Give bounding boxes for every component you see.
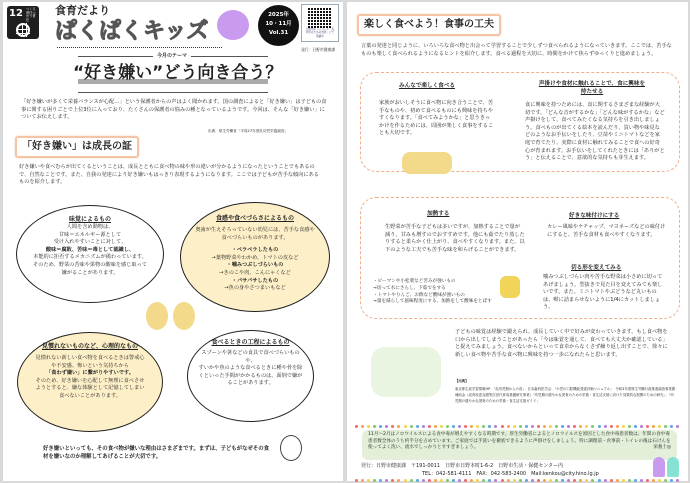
- dot: [537, 425, 540, 428]
- dot: [416, 425, 419, 428]
- dot: [373, 425, 376, 428]
- dot: [440, 425, 443, 428]
- dot: [494, 425, 497, 428]
- dot: [422, 425, 425, 428]
- left-page: [3, 2, 343, 481]
- dot: [567, 425, 570, 428]
- dot: [470, 479, 473, 482]
- dot: [585, 425, 588, 428]
- publisher: 発行：日野市健康課: [301, 47, 336, 52]
- bubble-line: スプーンや箸などの食具で食べづらいものや、: [201, 350, 300, 364]
- footer-address: 発行：日野市健康課 〒191-0011 日野市日野本町1-6-2 日野市生活・保健センター内: [361, 463, 564, 469]
- dot: [555, 479, 558, 482]
- taste-text: 子どもの味覚は経験で鍛えられ、成長していく中で好みが変わっていきます。もし食べ物を口から出してしまうことがあったら「今は味覚を通して、食べても大丈夫か確認している」と捉えてみましょう。食べないからといって食卓からなくさず繰り返し出すことで、徐々に新しい食べ物や苦手な食べ物に興味を持つ一歩になれたらと思います。: [455, 329, 668, 358]
- dot: [525, 425, 528, 428]
- dot: [622, 425, 625, 428]
- dot: [579, 479, 582, 482]
- theme-label: 今月のテーマ: [153, 53, 191, 59]
- intro-text: 「好き嫌いが多くて栄養バランスが心配…」という保護者からの声はよく聞かれます。国の調査によると「好き嫌い」は子どもの食事に関する困りごとで上位3位に入っており、たくさんの保護者の悩みの種となっているようです。今回は、そんな「好き嫌い」についてお伝えします。: [21, 99, 327, 121]
- sdg-text: つくる責任つかう責任: [26, 7, 36, 22]
- tip-title: みんなで楽しく食べる: [399, 83, 455, 89]
- newsletter-logo: ぱくぱくキッズ: [55, 19, 209, 44]
- dot: [519, 425, 522, 428]
- tip-text: カレー風味やケチャップ、マヨネーズなどの味付けにすると、苦手な食材も食べやすくなります。: [547, 224, 666, 238]
- bubble-line: すいかや魚のような食べるときに種や骨を除くといった手間がかかるものは、面倒で嫌がることがあります。: [198, 365, 303, 387]
- dot: [379, 479, 382, 482]
- dotted-border: [355, 425, 680, 428]
- dot: [446, 479, 449, 482]
- dot: [616, 479, 619, 482]
- bubble-line: →葉物野菜やわかめ、トマトの皮など: [211, 254, 299, 261]
- dot: [652, 425, 655, 428]
- dotted-border: [355, 479, 680, 482]
- dot: [458, 479, 461, 482]
- dot: [519, 479, 522, 482]
- dot: [404, 479, 407, 482]
- logo-arrow-line: [57, 47, 222, 48]
- dot: [501, 479, 504, 482]
- bubble-title: 食べるときの工程によるもの: [211, 339, 290, 346]
- tip-text: 噛みつぶしづらい肉や苦手な野菜は小さめに切ってあげましょう。型抜きで見た目を変えてみても楽しいです。また、ミニトマトやぶどうなど丸いものは、喉に詰まらせないように1/4にカットしましょう。: [543, 274, 663, 311]
- dot: [476, 479, 479, 482]
- notice-box: [362, 430, 677, 460]
- dot: [543, 425, 546, 428]
- section-heading-growth: 「好き嫌い」は成長の証: [15, 136, 139, 158]
- sdg-badge: [7, 6, 39, 39]
- tip-title: 好きな味付けにする: [569, 213, 620, 219]
- dot: [640, 479, 643, 482]
- tip-title: 声掛けや食材に触れることで、食に興味を持たせる: [538, 81, 646, 95]
- dot: [385, 479, 388, 482]
- tip-title: 切る形を変えてみる: [571, 265, 622, 271]
- bubble-process: [187, 330, 314, 422]
- growth-text: 好き嫌いや食べむらが出てくるということは、成長とともに食べ物の味や形の違いが分かるようになったということでもあるので、自然なことです。また、自我の発達により好き嫌いもはっきり表現するようになります。ここでは子どもが苦手な傾向にあるものを紹介します。: [19, 164, 319, 186]
- dot: [464, 425, 467, 428]
- dot: [507, 479, 510, 482]
- teal-mascot: [667, 457, 679, 477]
- bell-pepper-illustration: [500, 276, 520, 298]
- qr-caption: 日野市ホームページ「乳幼児のための食育」にて掲載中: [305, 28, 335, 38]
- dot: [561, 425, 564, 428]
- dot: [664, 479, 667, 482]
- tip-text: 家族がおいしそうに食べ物に向き合うことで、苦手なものや、初めて食べるものにも興味を持ちやすくなります。「食べてみようかな」と思うきっかけを作るためには、周囲が楽しく食事をすることも大切です。: [379, 100, 494, 137]
- dot: [397, 479, 400, 482]
- dot: [367, 479, 370, 482]
- dot: [488, 479, 491, 482]
- dot: [355, 479, 358, 482]
- dot: [355, 425, 358, 428]
- bubble-line: 甘味＝エネルギー源として: [58, 231, 122, 238]
- dot: [482, 479, 485, 482]
- dot: [361, 479, 364, 482]
- qr-code[interactable]: [301, 4, 339, 42]
- bubble-line: →魚の身やさつまいもなど: [224, 285, 286, 292]
- dot: [446, 425, 449, 428]
- dot: [501, 425, 504, 428]
- dot: [646, 425, 649, 428]
- sdg-number: 12: [9, 8, 23, 19]
- dot: [507, 425, 510, 428]
- dot: [652, 479, 655, 482]
- footer-contact: TEL：042-581-4111 FAX：042-583-2400 Mail:kenkou@city.hino.lg.jp: [422, 471, 599, 477]
- dot: [404, 425, 407, 428]
- dot: [640, 425, 643, 428]
- dot: [531, 479, 534, 482]
- tip-text: 生野菜が苦手な子どもは多いですが、加熱することで量が減り、甘みも増すのでおすすめです。他にも茹でたり蒸したりすると柔らかく仕上がり、食べやすくなります。また、以下のような工夫でも苦手な味を和らげることができます。: [385, 224, 525, 253]
- sources-label: 【出典】: [455, 379, 469, 383]
- issue-volume: Vol.31: [268, 30, 289, 36]
- bubble-line: 酸味＝腐敗、苦味＝毒として認識し、: [45, 246, 135, 253]
- dot: [361, 425, 364, 428]
- family-cooking-illustration: [402, 152, 452, 174]
- bullet-item: →量を減らして風味程度にする、加熱をして酸味をとばす: [373, 299, 492, 305]
- dot: [573, 425, 576, 428]
- page-title: “好き嫌い”どう向き合う？: [73, 63, 283, 83]
- tip-title: 加熱する: [427, 211, 450, 217]
- dot: [525, 479, 528, 482]
- dot: [634, 479, 637, 482]
- intro-source: 出典：厚生労働省「平成27年度乳幼児栄養調査」: [208, 129, 289, 133]
- dot: [391, 479, 394, 482]
- bubble-line: 受け入れやすいことに対して、: [53, 239, 127, 246]
- dot: [555, 425, 558, 428]
- bubble-line: →きのこや肉、こんにゃくなど: [219, 269, 291, 276]
- dot: [458, 425, 461, 428]
- dot: [543, 479, 546, 482]
- dot: [676, 425, 679, 428]
- dot: [567, 479, 570, 482]
- right-page: [347, 2, 688, 481]
- dot: [628, 479, 631, 482]
- dot: [628, 425, 631, 428]
- bullet-item: ・トマトやりんご、お酢など酸味が強いもの: [373, 292, 465, 298]
- issue-year: 2025年: [268, 12, 289, 18]
- dot: [397, 425, 400, 428]
- issue-months: 10・11月: [265, 21, 292, 27]
- bubble-line: 本能的に拒否するメカニズムが備わっています。そのため、野菜の苦味や果物の酸味を感じ取って嫌がることがあります。: [33, 254, 147, 276]
- dot: [610, 425, 613, 428]
- closing-text: 好き嫌いといっても、その食べ物が嫌いな理由はさまざまです。まずは、子どもがなぜその食材を嫌いなのか理解してあげることが大切です。: [43, 446, 269, 460]
- dot: [410, 425, 413, 428]
- dot: [537, 479, 540, 482]
- dot: [658, 425, 661, 428]
- dot: [428, 425, 431, 428]
- notice-sign: 栄養士◎: [653, 445, 671, 451]
- dot: [670, 479, 673, 482]
- bubble-texture: [180, 202, 330, 312]
- notice-text: 11月～2月はノロウイルスによる食中毒が増えやすくなる時期です。厚生労働省によるとノロウイルスを原因とした食中毒患者数は、年間の食中毒患者数全体のうち約半分を占めています。ご家庭では手洗いを徹底できるように声掛けをしましょう。特に調理前・食事前・トイレの後は石けんを使ってよく洗い、流水でしっかりとすすぎましょう。: [368, 432, 671, 451]
- dot: [434, 479, 437, 482]
- family-meal-illustration: [371, 347, 441, 397]
- dot: [482, 425, 485, 428]
- bubble-line: ・パサパサしたもの: [231, 277, 279, 284]
- thinking-face-illustration: [280, 435, 302, 461]
- dot: [488, 425, 491, 428]
- bubble-line: 人間を含め動物は、: [66, 224, 114, 230]
- bubble-title: 味覚によるもの: [68, 216, 111, 223]
- bubble-title: 見慣れないものなど、心理的なもの: [41, 343, 138, 350]
- dot: [622, 479, 625, 482]
- dot: [452, 479, 455, 482]
- dot: [464, 479, 467, 482]
- section-heading-tips: 楽しく食べよう！食事の工夫: [357, 14, 501, 36]
- bubble-line: そのため、好き嫌いを心配して無理に食べさせようとすると、嫌な体験として記憶してしまい食べないことがあります。: [35, 377, 145, 399]
- dot: [616, 425, 619, 428]
- dot: [373, 479, 376, 482]
- dot: [549, 479, 552, 482]
- series-name: 食育だより: [55, 4, 110, 17]
- dot: [476, 425, 479, 428]
- bullet-item: →切って水にさらし、下茹でをする: [373, 285, 446, 291]
- dot: [579, 425, 582, 428]
- dot: [470, 425, 473, 428]
- dot: [604, 479, 607, 482]
- dot: [494, 479, 497, 482]
- tip-text: 食に興味を持つためには、食に関するさまざまな経験が大切です。「どんな音がするかな」「どんな味がするかな」など声掛けをして、食べてみたくなる気持ちを引き出しましょう。食べものが出てくる絵本を読んだり、買い物や味見などのようなお手伝いをしたり、豆苗やミニトマトなどを家庭で育てたり、実際に食材に触れてみることで食への好奇心が育まれます。お手伝いをしてくれたときには「ありがとう」と伝えることで、意欲的な気持ちも芽生えます。: [525, 102, 665, 162]
- child-illustration: [173, 302, 195, 330]
- dot: [585, 479, 588, 482]
- dot: [428, 479, 431, 482]
- dot: [591, 425, 594, 428]
- dot: [385, 425, 388, 428]
- dot: [434, 425, 437, 428]
- dot: [573, 479, 576, 482]
- purple-mascot: [653, 457, 665, 477]
- dot: [591, 479, 594, 482]
- dot: [634, 425, 637, 428]
- dot: [549, 425, 552, 428]
- dot: [513, 425, 516, 428]
- dot: [604, 425, 607, 428]
- bubble-line: 見慣れない新しい食べ物を食べるときは警戒心や不安感、怖いという気持ちから: [35, 355, 145, 369]
- child-illustration: [146, 302, 168, 330]
- dot: [598, 425, 601, 428]
- bubble-line: 奥歯が生えそろっていない幼児には、苦手な食感や食べづらいものがあります。: [195, 227, 315, 241]
- tip-bullets: [373, 279, 498, 306]
- dot: [379, 425, 382, 428]
- dot: [410, 479, 413, 482]
- divider: [78, 92, 268, 93]
- dot: [391, 425, 394, 428]
- bubble-title: 食感や食べづらさによるもの: [215, 215, 294, 222]
- sources-text: 東京都生涯学習情報HP：「乳幼児期からの食」 日本歯科医学会：「小児の口腔機能発達評価マニュアル」 令和3年度厚生労働行政推進調査事業費補助金（成育疾患克服等次世代育成基盤研究事業）「幼児期の健やかな発育のための栄養・食生活支援に向けた効果的な展開のための研究」：「幼児期の健やかな発育のための栄養・食生活支援ガイド」: [455, 387, 676, 403]
- bubble-line: ・ペラペラしたもの: [231, 247, 279, 254]
- bubble-line: 「食わず嫌い」に繋がりやすいです。: [46, 370, 134, 377]
- tips-intro: 言葉の発達と同じように、いろいろな食べ物と出会って学習することで少しずつ食べられるようになっていきます。ここでは、苦手なものも楽しく食べられるようになるヒントを紹介します。食べる過程を大切に、時間をかけて焦らずゆっくりと進めましょう。: [361, 43, 672, 57]
- dot: [452, 425, 455, 428]
- dot: [670, 425, 673, 428]
- bullet-item: ・ピーマンや小松菜など苦みが強いもの: [373, 279, 456, 284]
- dot: [676, 479, 679, 482]
- dot: [610, 479, 613, 482]
- dot: [598, 479, 601, 482]
- dot: [440, 479, 443, 482]
- dot: [646, 479, 649, 482]
- dot: [531, 425, 534, 428]
- bubble-line: ・噛みつぶしづらいもの: [226, 262, 284, 269]
- bubble-psychological: [17, 332, 163, 432]
- dot: [422, 479, 425, 482]
- qr-code-image: [308, 8, 332, 28]
- dot: [658, 479, 661, 482]
- dot: [416, 479, 419, 482]
- dot: [561, 479, 564, 482]
- dot: [513, 479, 516, 482]
- issue-date-badge: [258, 5, 299, 46]
- dot: [367, 425, 370, 428]
- globe-icon: [16, 23, 30, 37]
- dot: [664, 425, 667, 428]
- mascot-illustration: [217, 10, 249, 40]
- bubble-taste: [16, 205, 164, 303]
